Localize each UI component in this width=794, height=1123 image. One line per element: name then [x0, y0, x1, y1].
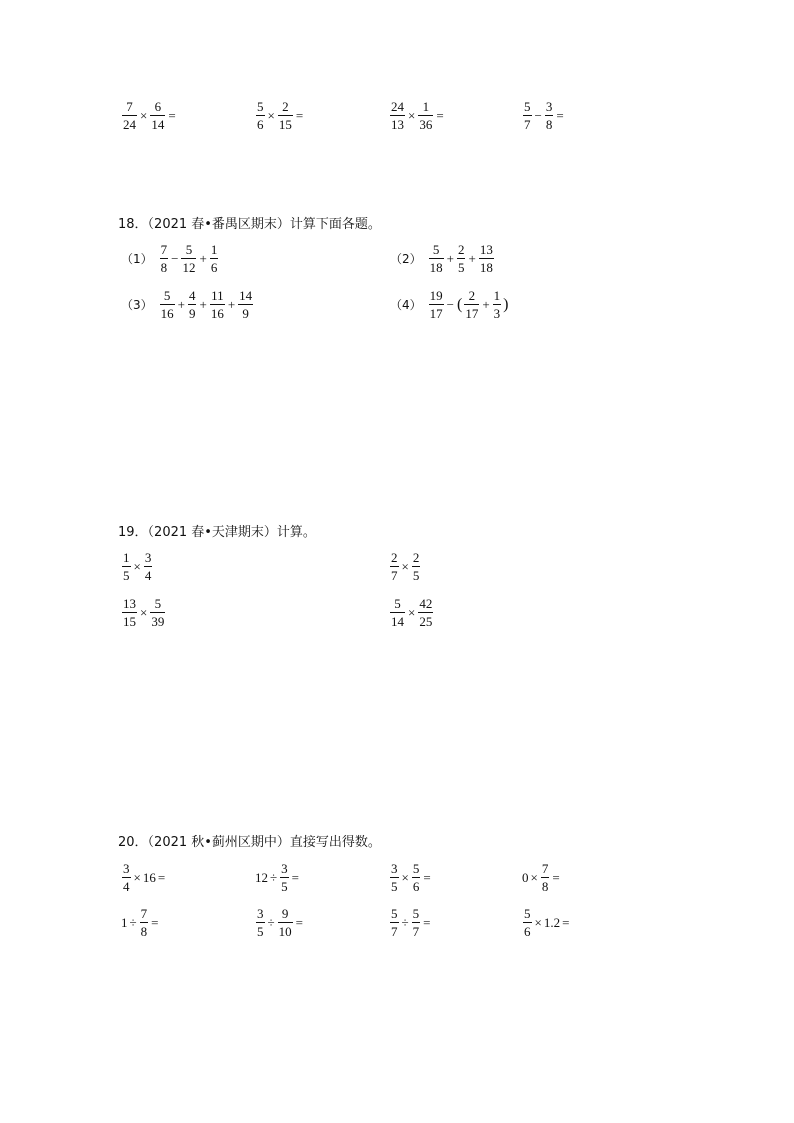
fraction: $\frac{1}{36}$ — [419, 99, 433, 132]
q18-problem-3: （3） $\frac{5}{16}$ + $\frac{4}{9}$ + $\frac{11}{16}$ + $\frac{14}{9}$ — [121, 288, 253, 321]
q19-title: 19．（2021 春•天津期末）计算。 — [118, 525, 316, 540]
q19-item-2: $\frac{2}{7}$ × $\frac{2}{5}$ — [391, 550, 420, 583]
top-expr-1: $\frac{7}{24}$ × $\frac{6}{14}$ = — [123, 99, 176, 132]
fraction: $\frac{3}{8}$ — [545, 99, 553, 132]
fraction: $\frac{5}{6}$ — [257, 99, 264, 132]
top-expr-2: $\frac{5}{6}$ × $\frac{2}{15}$ = — [257, 99, 304, 132]
q18-problem-4: （4） $\frac{19}{17}$ − ( $\frac{2}{17}$ + $\frac{1}{3}$ ) — [390, 288, 509, 321]
fraction: $\frac{6}{14}$ — [151, 99, 165, 132]
top-expr-4: $\frac{5}{7}$ − $\frac{3}{8}$ = — [524, 99, 564, 132]
fraction: $\frac{24}{13}$ — [391, 99, 404, 132]
q20-r1-item-3: $\frac{3}{5}$ × $\frac{5}{6}$ = — [391, 861, 431, 894]
fraction: $\frac{2}{15}$ — [278, 99, 292, 132]
q19-item-3: $\frac{13}{15}$ × $\frac{5}{39}$ — [123, 596, 165, 629]
fraction: $\frac{5}{7}$ — [524, 99, 531, 132]
q20-r2-item-4: $\frac{5}{6}$ × 1.2 = — [524, 906, 570, 939]
q20-r2-item-3: $\frac{5}{7}$ ÷ $\frac{5}{7}$ = — [391, 906, 431, 939]
q19-item-4: $\frac{5}{14}$ × $\frac{42}{25}$ — [391, 596, 433, 629]
q20-r2-item-1: 1 ÷ $\frac{7}{8}$ = — [121, 906, 159, 939]
q20-r2-item-2: $\frac{3}{5}$ ÷ $\frac{9}{10}$ = — [257, 906, 303, 939]
q18-problem-1: （1） $\frac{7}{8}$ − $\frac{5}{12}$ + $\frac{1}{6}$ — [121, 242, 218, 275]
q20-r1-item-4: 0 × $\frac{7}{8}$ = — [522, 861, 560, 894]
q18-problem-2: （2） $\frac{5}{18}$ + $\frac{2}{5}$ + $\frac{13}{18}$ — [390, 242, 493, 275]
q18-title: 18．（2021 春•番禺区期末）计算下面各题。 — [118, 217, 381, 232]
q20-title: 20．（2021 秋•蓟州区期中）直接写出得数。 — [118, 835, 381, 850]
q20-r1-item-2: 12 ÷ $\frac{3}{5}$ = — [255, 861, 299, 894]
q19-item-1: $\frac{1}{5}$ × $\frac{3}{4}$ — [123, 550, 152, 583]
top-expr-3: $\frac{24}{13}$ × $\frac{1}{36}$ = — [391, 99, 444, 132]
q20-r1-item-1: $\frac{3}{4}$ × 16 = — [123, 861, 166, 894]
fraction: $\frac{7}{24}$ — [123, 99, 136, 132]
